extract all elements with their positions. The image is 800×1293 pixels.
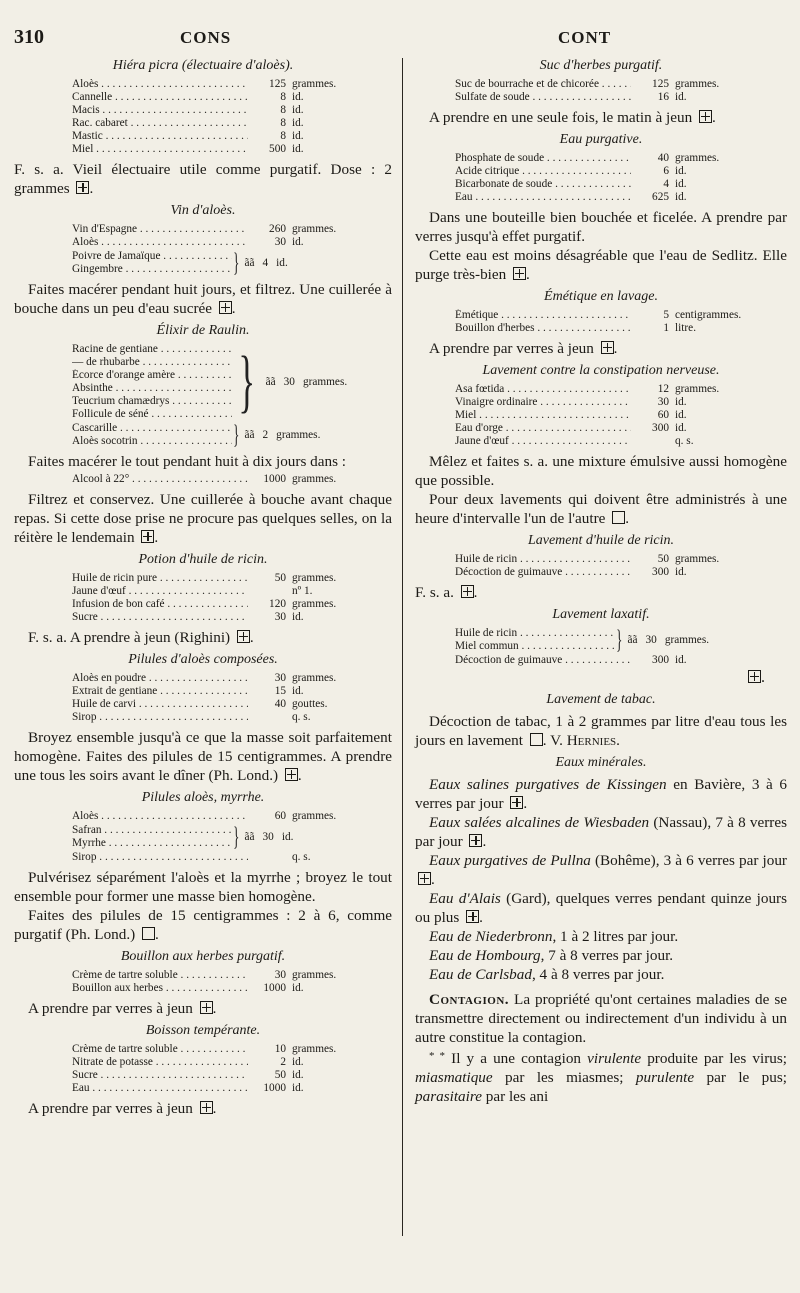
ingredient-name: Huile de carvi . . . xyxy=(72,698,248,711)
ingredient-unit: id. xyxy=(292,91,304,103)
ingredient-row xyxy=(72,473,392,486)
ingredient-name: Miel . . . xyxy=(72,143,248,156)
ingredient-row xyxy=(72,672,392,685)
ingredient-row xyxy=(72,837,232,850)
ingredient-list xyxy=(14,572,392,624)
ingredient-row xyxy=(72,223,392,236)
recipe-title: Lavement d'huile de ricin. xyxy=(527,533,675,548)
ingredient-unit: nº 1. xyxy=(292,585,313,597)
ingredient-list xyxy=(415,152,787,204)
recipe-instructions: Cette eau est moins désagréable que l'eau de Sedlitz. Elle purge très-bien . xyxy=(415,247,787,283)
ingredient-row xyxy=(455,396,787,409)
mineral-water-entry: Eau de Carlsbad, 4 à 8 verres par jour. xyxy=(429,966,665,983)
ingredient-unit: id. xyxy=(675,422,687,434)
ingredient-unit: grammes. xyxy=(292,78,337,90)
ingredient-name: Sirop . . . xyxy=(72,851,248,864)
ingredient-unit: id. xyxy=(292,143,304,155)
ingredient-name: Racine de gentiane . . . xyxy=(72,343,232,356)
cross-symbol-icon xyxy=(237,630,250,643)
mineral-water-entry: Eau de Hombourg, 7 à 8 verres par jour. xyxy=(429,947,674,964)
recipe-instructions: Pulvérisez séparément l'aloès et la myrrhe ; broyez le tout ensemble pour former une masse bien homogène. xyxy=(14,869,392,905)
cross-symbol-icon xyxy=(219,301,232,314)
cross-symbol-icon xyxy=(285,768,298,781)
recipe-title: Lavement contre la constipation nerveuse. xyxy=(482,363,720,378)
recipe-title: Bouillon aux herbes purgatif. xyxy=(120,949,286,964)
ingredient-row xyxy=(72,356,232,369)
ingredient-quantity: 8 xyxy=(280,91,286,103)
cross-symbol-icon xyxy=(466,910,479,923)
ingredient-list xyxy=(14,1043,392,1095)
mineral-waters-list xyxy=(415,775,787,984)
ingredient-name: Infusion de bon café . . . xyxy=(72,598,248,611)
ana-quantity: ãã 30 grammes. xyxy=(627,633,710,646)
ingredient-row xyxy=(72,143,392,156)
ingredient-list xyxy=(415,627,787,667)
ingredient-row xyxy=(72,78,392,91)
recipe-title: Hiéra picra (électuaire d'aloès). xyxy=(112,58,294,73)
mineral-water-entry: Eaux salines purgatives de Kissingen en Bavière, 3 à 6 verres par jour . xyxy=(415,776,787,812)
ingredient-list xyxy=(14,343,392,448)
ingredient-row xyxy=(455,409,787,422)
ingredient-unit: id. xyxy=(675,409,687,421)
ingredient-unit: centigrammes. xyxy=(675,309,742,321)
ingredient-quantity: 40 xyxy=(274,698,286,710)
ingredient-group xyxy=(72,250,392,276)
ingredient-row xyxy=(72,585,392,598)
recipe-instructions: A prendre par verres à jeun . xyxy=(429,340,618,357)
ingredient-name: Suc de bourrache et de chicorée . . . xyxy=(455,78,631,91)
ingredient-row xyxy=(455,640,615,653)
ingredient-unit: id. xyxy=(292,1069,304,1081)
brace-icon: } xyxy=(238,343,256,420)
recipe-title: Eau purgative. xyxy=(559,132,643,147)
right-column xyxy=(415,58,787,1106)
ingredient-unit: grammes. xyxy=(292,1043,337,1055)
ingredient-row xyxy=(72,611,392,624)
ingredient-quantity: 30 xyxy=(274,611,286,623)
empty-square-symbol-icon xyxy=(612,511,625,524)
ingredient-row xyxy=(455,191,787,204)
ingredient-name: Absinthe . . . xyxy=(72,382,232,395)
ingredient-quantity: 8 xyxy=(280,104,286,116)
contagion-entry: Contagion. La propriété qu'ont certaines maladies de se transmettre directement ou indirectement d'un individu à un autre constitue la contagion. xyxy=(415,991,787,1046)
ingredient-unit: grammes. xyxy=(292,572,337,584)
ingredient-quantity: 120 xyxy=(269,598,286,610)
ingredient-row xyxy=(72,810,392,823)
ingredient-name: Eau . . . xyxy=(455,191,631,204)
ingredient-list xyxy=(415,383,787,448)
ana-quantity: ãã 4 id. xyxy=(244,256,288,269)
ingredient-name: Jaune d'œuf . . . xyxy=(72,585,248,598)
ingredient-row xyxy=(72,969,392,982)
ingredient-row xyxy=(72,572,392,585)
ingredient-row xyxy=(72,824,232,837)
ingredient-name: Huile de ricin . . . xyxy=(455,553,631,566)
ingredient-row xyxy=(72,263,232,276)
ingredient-name: Safran . . . xyxy=(72,824,232,837)
ingredient-name: Décoction de guimauve . . . xyxy=(455,654,631,667)
recipe-instructions: A prendre en une seule fois, le matin à jeun . xyxy=(429,109,716,126)
ingredient-row xyxy=(72,422,232,435)
ingredient-name: Aloès . . . xyxy=(72,78,248,91)
recipe-instructions: A prendre par verres à jeun . xyxy=(28,1100,217,1117)
ingredient-row xyxy=(72,236,392,249)
page-header xyxy=(0,26,800,50)
ingredient-quantity: 125 xyxy=(269,78,286,90)
cross-symbol-icon xyxy=(141,530,154,543)
ingredient-unit: id. xyxy=(292,1056,304,1068)
ingredient-unit: id. xyxy=(292,130,304,142)
ingredient-group xyxy=(72,343,392,421)
ingredient-row xyxy=(72,130,392,143)
cross-symbol-icon xyxy=(469,834,482,847)
cross-symbol-icon xyxy=(748,670,761,683)
ingredient-row xyxy=(455,178,787,191)
ingredient-quantity: 30 xyxy=(657,396,669,408)
ingredient-unit: q. s. xyxy=(675,435,694,447)
cross-symbol-icon xyxy=(76,181,89,194)
recipe-title: Pilules d'aloès composées. xyxy=(128,652,278,667)
ingredient-row xyxy=(455,152,787,165)
ingredient-row xyxy=(72,369,232,382)
recipe-instructions: F. s. a. A prendre à jeun (Righini) . xyxy=(28,629,254,646)
ingredient-row xyxy=(455,654,787,667)
ingredient-quantity: 15 xyxy=(274,685,286,697)
cross-symbol-icon xyxy=(200,1101,213,1114)
ingredient-quantity: 30 xyxy=(274,969,286,981)
brace-icon: } xyxy=(233,822,240,851)
mineral-water-entry: Eau de Niederbronn, 1 à 2 litres par jour. xyxy=(429,928,679,945)
ingredient-name: Vinaigre ordinaire . . . xyxy=(455,396,631,409)
ingredient-list xyxy=(14,223,392,276)
recipe-instructions: Faites macérer le tout pendant huit à dix jours dans : xyxy=(28,453,347,470)
ana-quantity: ãã 30 id. xyxy=(244,830,294,843)
ingredient-unit: id. xyxy=(675,566,687,578)
ingredient-name: Miel . . . xyxy=(455,409,631,422)
ingredient-row xyxy=(455,383,787,396)
ingredient-unit: q. s. xyxy=(292,851,311,863)
ingredient-name: Sirop . . . xyxy=(72,711,248,724)
recipe-instructions: F. s. a. Vieil électuaire utile comme purgatif. Dose : 2 grammes . xyxy=(14,161,392,197)
ingredient-quantity: 300 xyxy=(652,654,669,666)
ingredient-name: Asa fœtida . . . xyxy=(455,383,631,396)
ingredient-name: Macis . . . xyxy=(72,104,248,117)
section-title: Eaux minérales. xyxy=(555,755,647,770)
ingredient-unit: id. xyxy=(675,165,687,177)
ingredient-quantity: 50 xyxy=(274,1069,286,1081)
ingredient-name: Aloès en poudre . . . xyxy=(72,672,248,685)
ingredient-list xyxy=(415,78,787,104)
ingredient-row xyxy=(455,91,787,104)
ingredient-quantity: 8 xyxy=(280,117,286,129)
recipe-title: Élixir de Raulin. xyxy=(156,323,250,338)
ingredient-row xyxy=(72,1056,392,1069)
cross-symbol-icon xyxy=(510,796,523,809)
ingredient-unit: grammes. xyxy=(292,473,337,485)
ingredient-quantity: 12 xyxy=(657,383,669,395)
ingredient-quantity: 500 xyxy=(269,143,286,155)
ingredient-quantity: 60 xyxy=(657,409,669,421)
ingredient-name: Aloès socotrin . . . xyxy=(72,435,232,448)
ingredient-row xyxy=(455,322,787,335)
ingredient-quantity: 300 xyxy=(652,422,669,434)
cross-symbol-icon xyxy=(699,110,712,123)
cross-symbol-icon xyxy=(200,1001,213,1014)
ingredient-group xyxy=(72,824,392,850)
ingredient-name: Mastic . . . xyxy=(72,130,248,143)
ingredient-name: Teucrium chamædrys . . . xyxy=(72,395,232,408)
ingredient-row xyxy=(72,382,232,395)
contagion-paragraph: * * Il y a une contagion virulente produite par les virus; miasmatique par les miasmes; purulente par le pus; parasitaire par les ani xyxy=(415,1050,787,1105)
ingredient-unit: id. xyxy=(292,611,304,623)
ingredient-name: Cannelle . . . xyxy=(72,91,248,104)
ingredient-unit: grammes. xyxy=(292,969,337,981)
ingredient-unit: id. xyxy=(675,654,687,666)
ingredient-name: Rac. cabaret . . . xyxy=(72,117,248,130)
ingredient-row xyxy=(72,343,232,356)
ingredient-quantity: 300 xyxy=(652,566,669,578)
recipe-instructions: Faites macérer pendant huit jours, et filtrez. Une cuillerée à bouche dans un peu d'eau sucrée . xyxy=(14,281,392,317)
ingredient-list xyxy=(14,810,392,864)
ingredient-unit: id. xyxy=(675,91,687,103)
ingredient-name: Sulfate de soude . . . xyxy=(455,91,631,104)
recipe-title: Boisson tempérante. xyxy=(145,1023,261,1038)
recipe-instructions: F. s. a. . xyxy=(415,584,478,601)
ingredient-name: Myrrhe . . . xyxy=(72,837,232,850)
ingredient-name: Phosphate de soude . . . xyxy=(455,152,631,165)
ingredient-row xyxy=(72,698,392,711)
ingredient-unit: gouttes. xyxy=(292,698,328,710)
ingredient-quantity: 6 xyxy=(663,165,669,177)
ingredient-row xyxy=(72,435,232,448)
ingredient-quantity: 40 xyxy=(657,152,669,164)
ingredient-list xyxy=(14,969,392,995)
ingredient-name: Alcool à 22° . . . xyxy=(72,473,248,486)
ingredient-name: Bouillon d'herbes . . . xyxy=(455,322,631,335)
ingredient-row xyxy=(72,250,232,263)
ingredient-unit: id. xyxy=(292,236,304,248)
ingredient-name: Jaune d'œuf . . . xyxy=(455,435,631,448)
recipe-instructions: Décoction de tabac, 1 à 2 grammes par litre d'eau tous les jours en lavement . V. Hernies. xyxy=(415,713,787,749)
ingredient-name: Écorce d'orange amère . . . xyxy=(72,369,232,382)
left-column xyxy=(14,58,392,1118)
ingredient-name: Bicarbonate de soude . . . xyxy=(455,178,631,191)
ingredient-unit: id. xyxy=(292,685,304,697)
ingredient-name: Huile de ricin . . . xyxy=(455,627,615,640)
ingredient-quantity: 50 xyxy=(274,572,286,584)
ingredient-unit: id. xyxy=(675,396,687,408)
recipe-title: Lavement laxatif. xyxy=(552,607,650,622)
cross-symbol-icon xyxy=(418,872,431,885)
ingredient-row xyxy=(72,1082,392,1095)
ingredient-list xyxy=(415,309,787,335)
recipe-title: Vin d'aloès. xyxy=(170,203,236,218)
ingredient-row xyxy=(72,395,232,408)
ingredient-quantity: 1 xyxy=(663,322,669,334)
ingredient-quantity: 10 xyxy=(274,1043,286,1055)
cross-reference[interactable]: Hernies. xyxy=(566,732,620,749)
cross-symbol-icon xyxy=(461,585,474,598)
ingredient-name: Acide citrique . . . xyxy=(455,165,631,178)
ana-quantity: ãã 2 grammes. xyxy=(244,428,321,441)
mineral-water-entry: Eaux salées alcalines de Wiesbaden (Nassau), 7 à 8 verres par jour . xyxy=(415,814,787,850)
ingredient-row xyxy=(455,309,787,322)
symbol-line: . xyxy=(415,669,765,687)
ingredient-unit: grammes. xyxy=(675,152,720,164)
ingredient-quantity: 30 xyxy=(274,672,286,684)
ingredient-name: Eau d'orge . . . xyxy=(455,422,631,435)
ingredient-quantity: 260 xyxy=(269,223,286,235)
ingredient-quantity: 1000 xyxy=(263,473,286,485)
ingredient-row xyxy=(72,1069,392,1082)
ingredient-row xyxy=(72,104,392,117)
ingredient-name: Poivre de Jamaïque . . . xyxy=(72,250,232,263)
ingredient-quantity: 1000 xyxy=(263,1082,286,1094)
ingredient-row xyxy=(72,408,232,421)
recipe-instructions: Dans une bouteille bien bouchée et ficelée. A prendre par verres jusqu'à effet purgatif. xyxy=(415,209,787,245)
ingredient-quantity: 625 xyxy=(652,191,669,203)
mineral-water-entry: Eaux purgatives de Pullna (Bohême), 3 à 6 verres par jour . xyxy=(415,851,787,889)
ingredient-name: Émétique . . . xyxy=(455,309,631,322)
recipe-instructions: Mêlez et faites s. a. une mixture émulsive aussi homogène que possible. xyxy=(415,453,787,489)
ingredient-quantity: 50 xyxy=(657,553,669,565)
column-divider xyxy=(402,58,403,1236)
ingredient-quantity: 125 xyxy=(652,78,669,90)
ingredient-name: Aloès . . . xyxy=(72,810,248,823)
ingredient-group xyxy=(72,422,392,448)
entry-headword: Contagion. xyxy=(429,991,510,1008)
ingredient-row xyxy=(455,78,787,91)
ingredient-name: Sucre . . . xyxy=(72,1069,248,1082)
ingredient-list xyxy=(14,78,392,156)
ingredient-quantity: 16 xyxy=(657,91,669,103)
ingredient-row xyxy=(455,165,787,178)
ingredient-name: Sucre . . . xyxy=(72,611,248,624)
ingredient-row xyxy=(455,553,787,566)
ingredient-quantity: 2 xyxy=(280,1056,286,1068)
ingredient-name: Crème de tartre soluble . . . xyxy=(72,969,248,982)
ingredient-name: — de rhubarbe . . . xyxy=(72,356,232,369)
ingredient-name: Cascarille . . . xyxy=(72,422,232,435)
cross-symbol-icon xyxy=(601,341,614,354)
ingredient-unit: grammes. xyxy=(292,598,337,610)
cross-symbol-icon xyxy=(513,267,526,280)
empty-square-symbol-icon xyxy=(142,927,155,940)
ingredient-row xyxy=(72,91,392,104)
ingredient-unit: id. xyxy=(292,982,304,994)
ingredient-name: Gingembre . . . xyxy=(72,263,232,276)
ingredient-row xyxy=(455,566,787,579)
ingredient-name: Vin d'Espagne . . . xyxy=(72,223,248,236)
ingredient-unit: id. xyxy=(675,178,687,190)
ingredient-group xyxy=(455,627,787,653)
ingredient-unit: id. xyxy=(675,191,687,203)
page-number: 310 xyxy=(14,26,44,48)
ingredient-row xyxy=(455,422,787,435)
ingredient-row xyxy=(72,598,392,611)
brace-icon: } xyxy=(233,248,240,277)
recipe-instructions: A prendre par verres à jeun . xyxy=(28,1000,217,1017)
ingredient-unit: id. xyxy=(292,104,304,116)
ingredient-quantity: 1000 xyxy=(263,982,286,994)
ingredient-name: Extrait de gentiane . . . xyxy=(72,685,248,698)
ingredient-quantity: 4 xyxy=(663,178,669,190)
brace-icon: } xyxy=(233,420,240,449)
ingredient-unit: grammes. xyxy=(292,672,337,684)
recipe-instructions: Faites des pilules de 15 centigrammes : 2 à 6, comme purgatif (Ph. Lond.) . xyxy=(14,907,392,943)
ingredient-unit: grammes. xyxy=(292,810,337,822)
ingredient-quantity: 5 xyxy=(663,309,669,321)
ingredient-unit: id. xyxy=(292,1082,304,1094)
recipe-title: Potion d'huile de ricin. xyxy=(138,552,268,567)
ingredient-name: Crème de tartre soluble . . . xyxy=(72,1043,248,1056)
ingredient-unit: grammes. xyxy=(292,223,337,235)
ingredient-name: Huile de ricin pure . . . xyxy=(72,572,248,585)
ingredient-list xyxy=(14,672,392,724)
ingredient-row xyxy=(72,851,392,864)
ingredient-quantity: 8 xyxy=(280,130,286,142)
recipe-title: Suc d'herbes purgatif. xyxy=(539,58,663,73)
ingredient-unit: litre. xyxy=(675,322,697,334)
ingredient-unit: grammes. xyxy=(675,78,720,90)
running-head-right: CONT xyxy=(558,28,612,47)
ingredient-row xyxy=(72,117,392,130)
ingredient-row xyxy=(72,711,392,724)
ingredient-unit: id. xyxy=(292,117,304,129)
mineral-water-entry: Eau d'Alais (Gard), quelques verres pendant quinze jours ou plus . xyxy=(415,890,787,926)
ingredient-unit: grammes. xyxy=(675,383,720,395)
ingredient-quantity: 30 xyxy=(274,236,286,248)
ingredient-name: Miel commun . . . xyxy=(455,640,615,653)
brace-icon: } xyxy=(616,625,623,654)
ana-quantity: ãã 30 grammes. xyxy=(265,375,348,388)
ingredient-row xyxy=(72,685,392,698)
ingredient-name: Follicule de séné . . . xyxy=(72,408,232,421)
ingredient-list xyxy=(415,553,787,579)
ingredient-row xyxy=(72,1043,392,1056)
recipe-title: Lavement de tabac. xyxy=(546,692,656,707)
empty-square-symbol-icon xyxy=(530,733,543,746)
ingredient-name: Eau . . . xyxy=(72,1082,248,1095)
ingredient-name: Aloès . . . xyxy=(72,236,248,249)
recipe-instructions: Pour deux lavements qui doivent être administrés à une heure d'intervalle l'un de l'autre . xyxy=(415,491,787,527)
ingredient-unit: q. s. xyxy=(292,711,311,723)
recipe-instructions: Broyez ensemble jusqu'à ce que la masse soit parfaitement homogène. Faites des pilules de 15 centigrammes. A prendre une tous les soirs avant le dîner (Ph. Lond.) . xyxy=(14,729,392,784)
recipe-instructions: Filtrez et conservez. Une cuillerée à bouche avant chaque repas. Si cette dose prise ne procure pas quelques selles, on la réitère le lendemain . xyxy=(14,491,392,546)
recipe-title: Émétique en lavage. xyxy=(544,289,658,304)
recipe-title: Pilules aloès, myrrhe. xyxy=(141,790,265,805)
ingredient-quantity: 60 xyxy=(274,810,286,822)
running-head-left: CONS xyxy=(180,28,232,47)
ingredient-unit: grammes. xyxy=(675,553,720,565)
ingredient-row xyxy=(72,982,392,995)
ingredient-row xyxy=(455,627,615,640)
ingredient-list xyxy=(14,473,392,486)
ingredient-name: Décoction de guimauve . . . xyxy=(455,566,631,579)
ingredient-name: Bouillon aux herbes . . . xyxy=(72,982,248,995)
ingredient-row xyxy=(455,435,787,448)
ingredient-name: Nitrate de potasse . . . xyxy=(72,1056,248,1069)
